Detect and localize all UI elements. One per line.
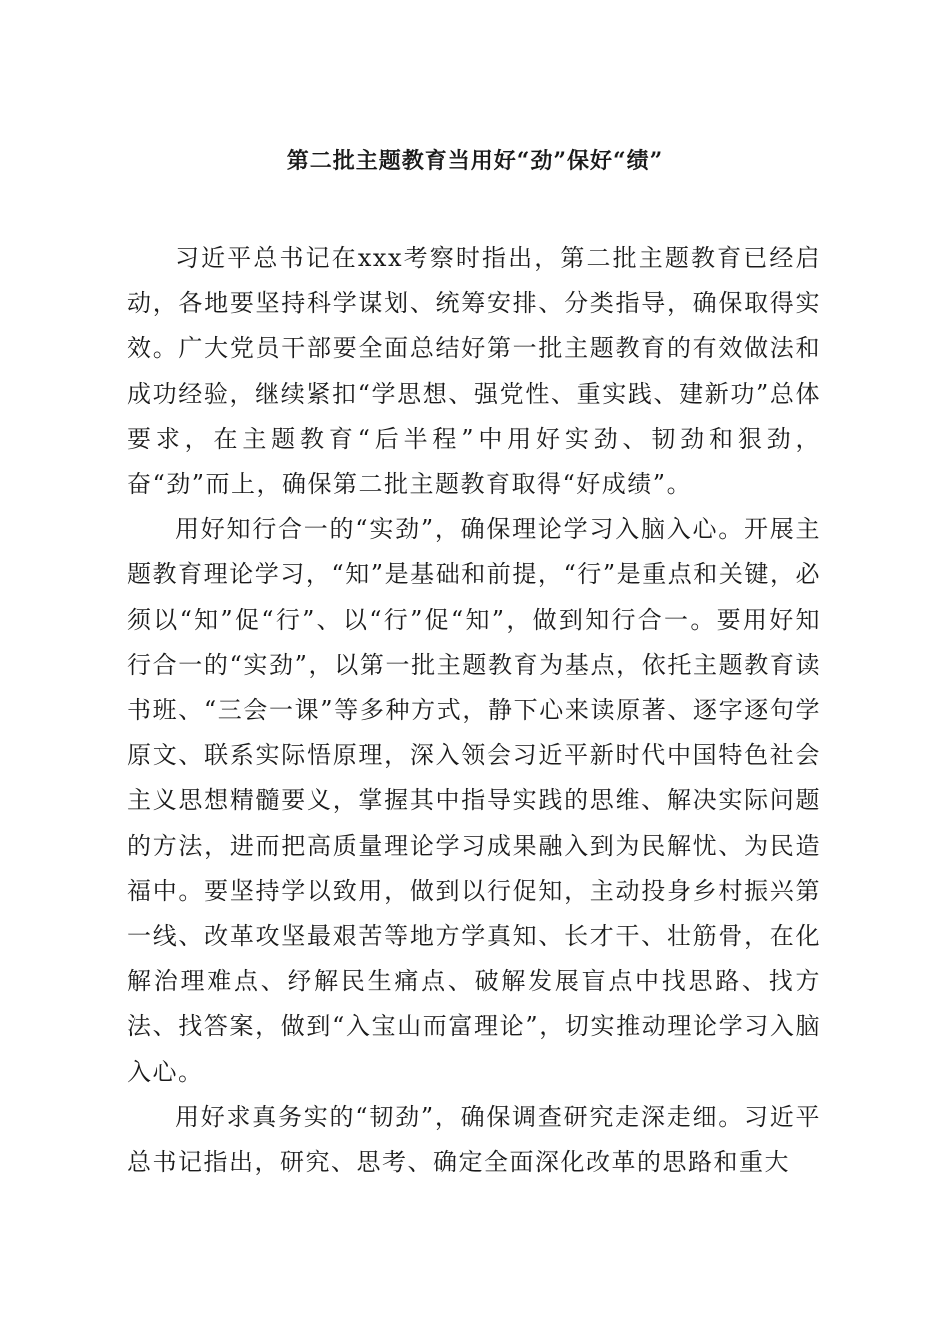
paragraph-1: 习近平总书记在xxx考察时指出，第二批主题教育已经启动，各地要坚持科学谋划、统筹安排、分类指导，确保取得实效。广大党员干部要全面总结好第一批主题教育的有效做法和成功经验，继续紧扣“学思想、强党性、重实践、建新功”总体要求，在主题教育“后半程”中用好实劲、韧劲和狠劲，奋“劲”而上，确保第二批主题教育取得“好成绩”。 <box>127 244 821 499</box>
paragraph-2: 用好知行合一的“实劲”，确保理论学习入脑入心。开展主题教育理论学习，“知”是基础和前提，“行”是重点和关键，必须以“知”促“行”、以“行”促“知”，做到知行合一。要用好知行合一的“实劲”，以第一批主题教育为基点，依托主题教育读书班、“三会一课”等多种方式，静下心来读原著、逐字逐句学原文、联系实际悟原理，深入领会习近平新时代中国特色社会主义思想精髓要义，掌握其中指导实践的思维、解决实际问题的方法，进而把高质量理论学习成果融入到为民解忧、为民造福中。要坚持学以致用，做到以行促知，主动投身乡村振兴第一线、改革攻坚最艰苦等地方学真知、长才干、壮筋骨，在化解治理难点、纾解民生痛点、破解发展盲点中找思路、找方法、找答案，做到“入宝山而富理论”，切实推动理论学习入脑入心。 <box>127 515 821 1086</box>
paragraph-3: 用好求真务实的“韧劲”，确保调查研究走深走细。习近平总书记指出，研究、思考、确定全面深化改革的思路和重大 <box>127 1102 821 1177</box>
document-title: 第二批主题教育当用好“劲”保好“绩” <box>286 148 664 174</box>
document-body <box>127 236 821 1185</box>
